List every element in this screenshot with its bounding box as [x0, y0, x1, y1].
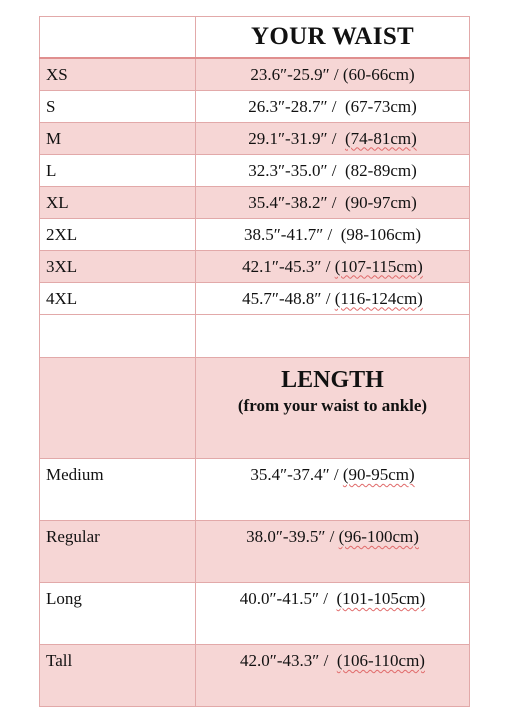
inch-range: 35.4″-38.2″ / — [248, 192, 337, 212]
inch-range: 38.5″-41.7″ / — [243, 224, 333, 244]
length-header-row — [40, 358, 470, 459]
table-row — [40, 283, 470, 315]
cm-range: (60-66cm) — [342, 64, 415, 84]
waist-header-row — [40, 17, 470, 59]
size-measurement — [196, 283, 470, 315]
spacer-cell — [196, 315, 470, 358]
length-label: Medium — [40, 459, 196, 521]
size-measurement — [196, 187, 470, 219]
cm-range: (90-97cm) — [345, 192, 417, 212]
length-measurement — [196, 459, 470, 521]
size-chart-table — [39, 16, 470, 707]
table-row — [40, 123, 470, 155]
inch-range: 38.0″-39.5″ / — [246, 527, 335, 546]
table-row — [40, 219, 470, 251]
length-measurement — [196, 645, 470, 707]
length-header-cell — [196, 358, 470, 459]
length-measurement — [196, 583, 470, 645]
length-measurement — [196, 521, 470, 583]
cm-range: (116-124cm) — [334, 288, 423, 308]
inch-range: 42.0″-43.3″ / — [240, 651, 329, 670]
size-label: XL — [40, 187, 196, 219]
cm-range: (74-81cm) — [345, 128, 417, 148]
table-row — [40, 459, 470, 521]
table-row — [40, 155, 470, 187]
table-row — [40, 521, 470, 583]
cm-range: (106-110cm) — [336, 651, 425, 670]
size-measurement — [196, 123, 470, 155]
waist-title: YOUR WAIST — [196, 17, 470, 59]
cm-range: (96-100cm) — [338, 527, 419, 546]
cm-range: (67-73cm) — [345, 96, 417, 116]
size-measurement — [196, 155, 470, 187]
cm-range: (90-95cm) — [342, 465, 415, 484]
size-measurement — [196, 91, 470, 123]
cm-range: (107-115cm) — [334, 256, 423, 276]
inch-range: 32.3″-35.0″ / — [248, 160, 337, 180]
cm-range: (101-105cm) — [336, 589, 426, 608]
size-label: 4XL — [40, 283, 196, 315]
table-row — [40, 251, 470, 283]
length-label: Regular — [40, 521, 196, 583]
length-label: Long — [40, 583, 196, 645]
spacer-row — [40, 315, 470, 358]
size-label: S — [40, 91, 196, 123]
size-measurement — [196, 58, 470, 91]
cm-range: (98-106cm) — [340, 224, 422, 244]
table-row — [40, 187, 470, 219]
inch-range: 23.6″-25.9″ / — [250, 64, 339, 84]
inch-range: 35.4″-37.4″ / — [250, 465, 339, 484]
table-row — [40, 583, 470, 645]
size-label: L — [40, 155, 196, 187]
inch-range: 29.1″-31.9″ / — [248, 128, 337, 148]
size-label: 2XL — [40, 219, 196, 251]
inch-range: 42.1″-45.3″ / — [242, 256, 331, 276]
table-row — [40, 645, 470, 707]
length-title: LENGTH — [281, 367, 384, 393]
length-label: Tall — [40, 645, 196, 707]
size-measurement — [196, 219, 470, 251]
cm-range: (82-89cm) — [345, 160, 417, 180]
header-blank-cell — [40, 358, 196, 459]
inch-range: 45.7″-48.8″ / — [242, 288, 331, 308]
size-measurement — [196, 251, 470, 283]
spacer-cell — [40, 315, 196, 358]
header-blank-cell — [40, 17, 196, 59]
table-row — [40, 91, 470, 123]
size-label: M — [40, 123, 196, 155]
size-label: 3XL — [40, 251, 196, 283]
table-row — [40, 58, 470, 91]
size-label: XS — [40, 58, 196, 91]
inch-range: 40.0″-41.5″ / — [239, 589, 329, 608]
inch-range: 26.3″-28.7″ / — [248, 96, 337, 116]
length-subtitle: (from your waist to ankle) — [237, 396, 428, 415]
